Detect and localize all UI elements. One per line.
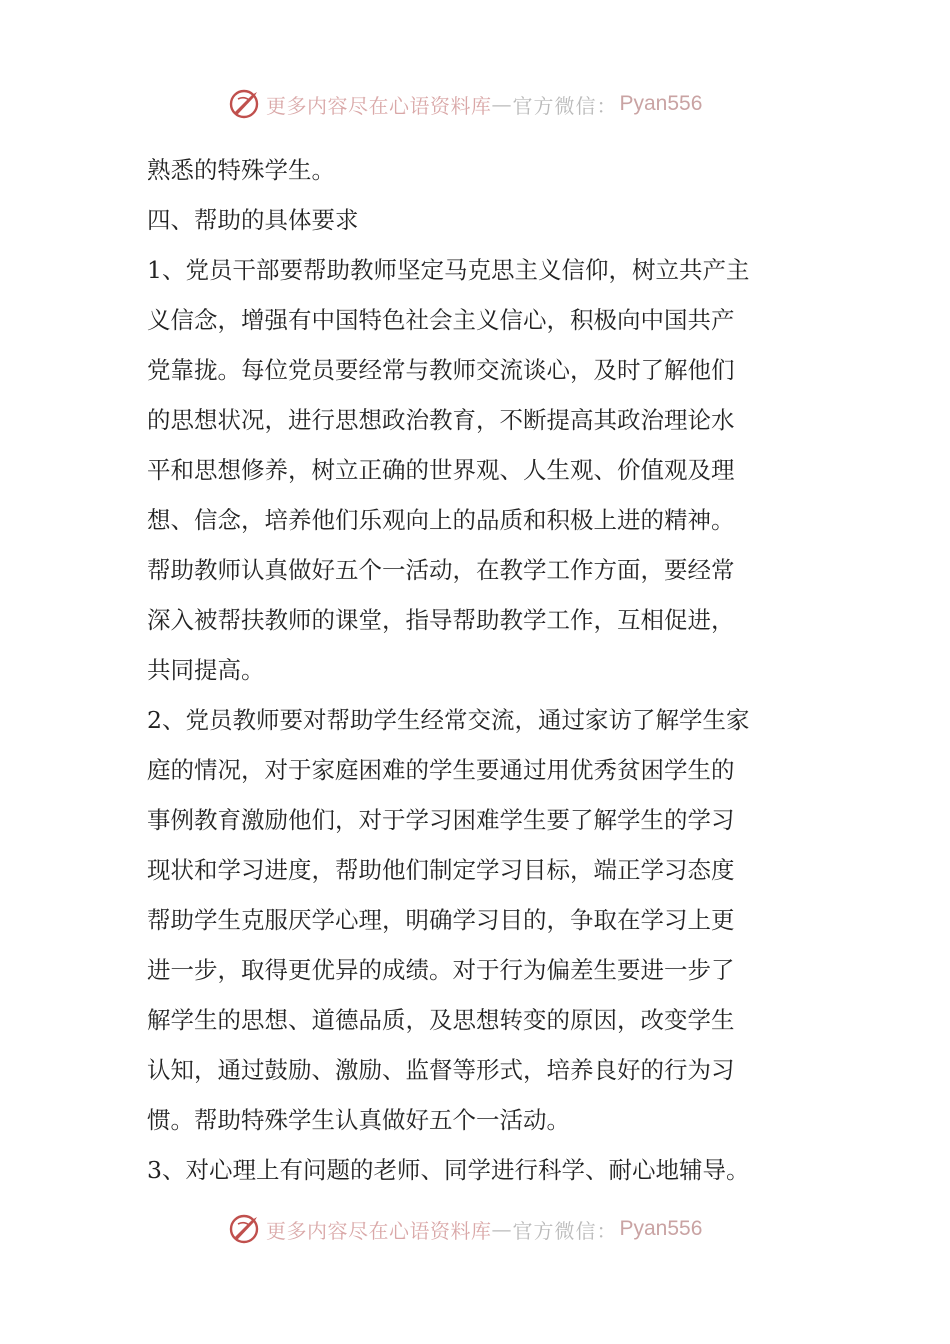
text-line: 的思想状况，进行思想政治教育，不断提高其政治理论水 — [147, 406, 735, 434]
text-line: 深入被帮扶教师的课堂，指导帮助教学工作，互相促进， — [147, 606, 735, 634]
pen-logo-icon — [228, 1212, 262, 1246]
pen-logo-icon — [228, 87, 262, 121]
text-line: 党靠拢。每位党员要经常与教师交流谈心，及时了解他们 — [147, 356, 735, 384]
text-line: 平和思想修养，树立正确的世界观、人生观、价值观及理 — [147, 456, 735, 484]
document-body — [147, 145, 807, 1195]
watermark-dash: — — [491, 92, 513, 116]
watermark-label: 官方微信： — [512, 93, 618, 118]
text-line: 现状和学习进度，帮助他们制定学习目标，端正学习态度 — [147, 856, 735, 884]
text-line: 惯。帮助特殊学生认真做好五个一活动。 — [147, 1106, 570, 1134]
text-line: 1、党员干部要帮助教师坚定马克思主义信仰，树立共产主 — [147, 256, 750, 284]
header-watermark — [228, 84, 702, 124]
footer-watermark — [228, 1209, 702, 1249]
text-line: 庭的情况，对于家庭困难的学生要通过用优秀贫困学生的 — [147, 756, 735, 784]
text-line: 帮助学生克服厌学心理，明确学习目的，争取在学习上更 — [147, 906, 735, 934]
text-line: 共同提高。 — [147, 656, 265, 684]
watermark-text: 更多内容尽在心语资料库 — [266, 1218, 492, 1243]
text-line: 进一步，取得更优异的成绩。对于行为偏差生要进一步了 — [147, 956, 735, 984]
text-line: 2、党员教师要对帮助学生经常交流，通过家访了解学生家 — [147, 706, 750, 734]
text-line: 熟悉的特殊学生。 — [147, 156, 335, 184]
watermark-wechat-id: Pyan556 — [619, 1217, 703, 1240]
watermark-label: 官方微信： — [512, 1218, 618, 1243]
text-line: 3、对心理上有问题的老师、同学进行科学、耐心地辅导。 — [147, 1156, 750, 1184]
text-line: 义信念，增强有中国特色社会主义信心，积极向中国共产 — [147, 306, 735, 334]
text-line: 事例教育激励他们，对于学习困难学生要了解学生的学习 — [147, 806, 735, 834]
watermark-text: 更多内容尽在心语资料库 — [266, 93, 492, 118]
text-line: 帮助教师认真做好五个一活动，在教学工作方面，要经常 — [147, 556, 735, 584]
text-line: 解学生的思想、道德品质，及思想转变的原因，改变学生 — [147, 1006, 735, 1034]
watermark-dash: — — [491, 1217, 513, 1241]
text-line: 认知，通过鼓励、激励、监督等形式，培养良好的行为习 — [147, 1056, 735, 1084]
watermark-wechat-id: Pyan556 — [619, 92, 703, 115]
text-line: 想、信念，培养他们乐观向上的品质和积极上进的精神。 — [147, 506, 735, 534]
section-heading: 四、帮助的具体要求 — [147, 206, 359, 234]
